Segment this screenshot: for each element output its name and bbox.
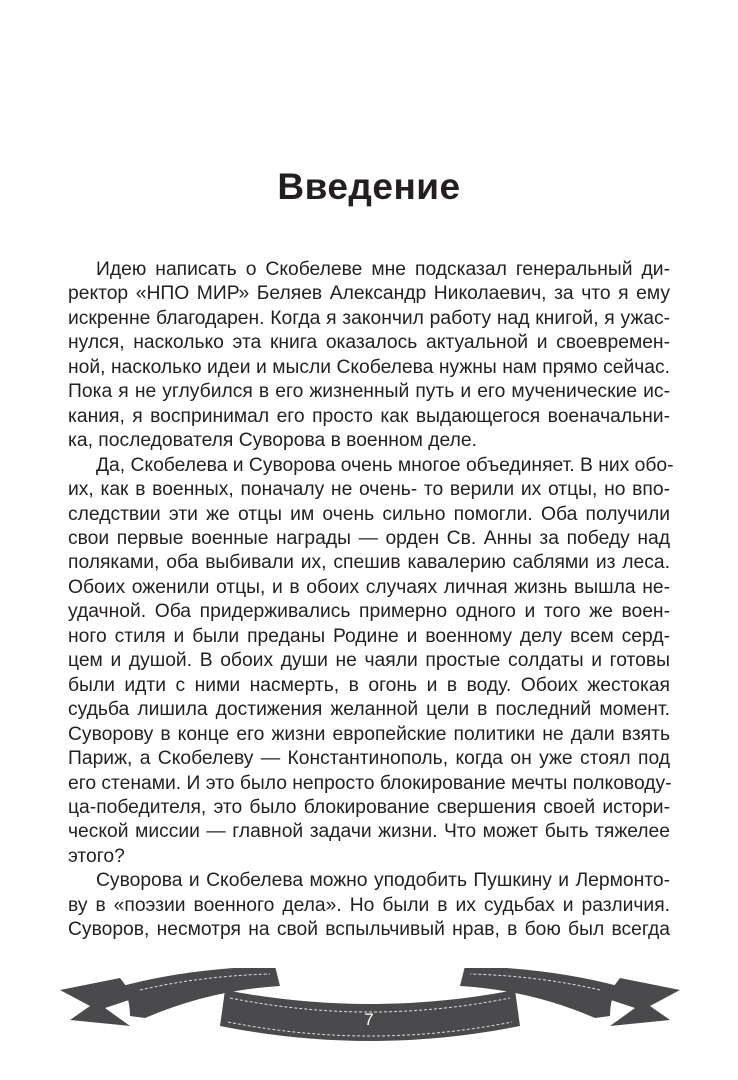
text-line: Суворов, несмотря на свой вспыльчивый нрав, в бою был всегда: [68, 919, 670, 941]
text-line: нулся, насколько эта книга оказалось актуальной и своевремен-: [68, 332, 670, 354]
text-line: поляками, оба выбивали их, спешив кавалерию саблями из леса.: [68, 552, 670, 574]
chapter-title: Введение: [277, 166, 461, 207]
text-line: Да, Скобелева и Суворова очень многое объединяет. В них обо-: [96, 454, 674, 476]
text-line: удачной. Оба придерживались примерно одного и того же воен-: [68, 601, 670, 623]
text-line: их, как в военных, поначалу не очень- то верили их отцы, но впо-: [68, 479, 670, 501]
text-line: судьба лишила достижения желанной цели в последний момент.: [68, 699, 670, 721]
text-line: Пока я не углубился в его жизненный путь и его мученические ис-: [68, 381, 670, 403]
ribbon-ornament: [60, 968, 680, 1048]
text-line: цем и душой. В обоих души не чаяли простые солдаты и готовы: [68, 650, 670, 672]
text-line: свои первые военные награды — орден Св. Анны за победу над: [68, 527, 670, 549]
text-line: ка, последователя Суворова в военном деле.: [68, 430, 477, 452]
text-line: следствии эти же отцы им очень сильно помогли. Оба получили: [68, 503, 670, 525]
text-line: его стенами. И это было непросто блокирование мечты полководу-: [68, 772, 672, 794]
text-line: искренне благодарен. Когда я закончил работу над книгой, я ужас-: [68, 307, 670, 329]
text-line: кания, я воспринимал его просто как выдающегося военачальни-: [68, 405, 670, 427]
text-line: ца-победителя, это было блокирование свершения своей истори-: [68, 796, 670, 818]
text-line: ной, насколько идеи и мысли Скобелева нужны нам прямо сейчас.: [68, 356, 670, 378]
text-line: ректор «НПО МИР» Беляев Александр Николаевич, за что я ему: [68, 283, 670, 305]
text-line: были идти с ними насмерть, в огонь и в воду. Обоих жестокая: [68, 674, 670, 696]
text-line: Суворову в конце его жизни европейские политики не дали взять: [68, 723, 670, 745]
text-line: Париж, а Скобелеву — Константинополь, когда он уже стоял под: [68, 748, 670, 770]
text-line: ву в «поэзии военного дела». Но были в их судьбах и различия.: [68, 894, 670, 916]
text-line: Суворова и Скобелева можно уподобить Пушкину и Лермонто-: [96, 870, 670, 892]
body-text: [68, 258, 674, 943]
text-line: ческой миссии — главной задачи жизни. Что может быть тяжелее: [68, 821, 670, 843]
text-line: Идею написать о Скобелеве мне подсказал генеральный ди-: [96, 259, 670, 280]
page-number: 7: [364, 1010, 374, 1029]
text-line: Обоих оженили отцы, и в обоих случаях личная жизнь вышла не-: [68, 576, 670, 598]
text-line: этого?: [68, 845, 125, 867]
text-line: ного стиля и были преданы Родине и военному делу всем серд-: [68, 625, 670, 647]
